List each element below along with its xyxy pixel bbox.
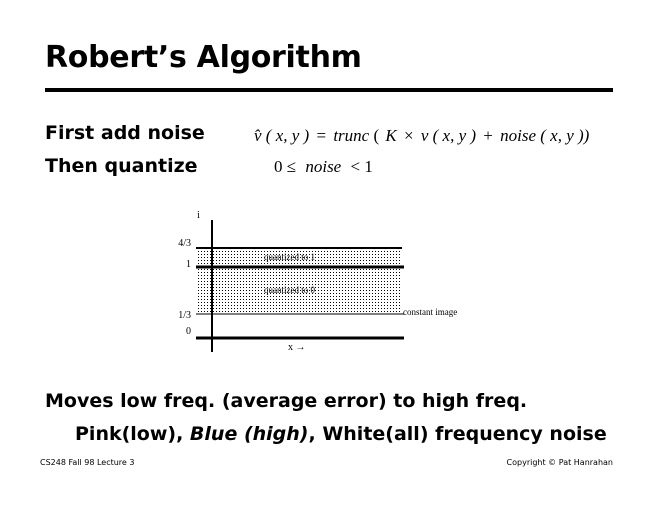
- tick-1: 1: [186, 259, 191, 270]
- formula-args-3: ( x, y )): [540, 126, 590, 145]
- footer-course: CS248 Fall 98 Lecture 3: [40, 458, 135, 467]
- bullet-sub-white: , White(all) frequency noise: [308, 423, 607, 445]
- x-axis-label: x →: [288, 342, 306, 353]
- formula-line-2: [274, 157, 373, 176]
- formula-noise: noise: [500, 126, 537, 145]
- bullet-main: Moves low freq. (average error) to high freq.: [45, 390, 528, 412]
- constraint-lhs: 0 ≤: [274, 157, 297, 176]
- y-axis-label: i: [197, 210, 200, 221]
- footer-copyright: Copyright © Pat Hanrahan: [506, 458, 613, 467]
- quantized-to-0-label: quantized to 0: [264, 285, 315, 295]
- bullet-sub: [75, 423, 607, 445]
- quantized-to-1-label: quantized to 1: [264, 252, 315, 262]
- formula-equals: =: [316, 126, 327, 145]
- formula-line-1: [254, 126, 590, 145]
- slide-title: Robert’s Algorithm: [45, 40, 362, 75]
- tick-0: 0: [186, 326, 191, 337]
- constraint-noise: noise: [305, 157, 342, 176]
- title-divider: [45, 88, 613, 92]
- formula-trunc: trunc: [333, 126, 370, 145]
- constant-image-label: constant image: [403, 307, 458, 317]
- formula-args-2: ( x, y ): [432, 126, 477, 145]
- formula-open-paren: (: [373, 126, 380, 145]
- formula-plus: +: [483, 126, 493, 145]
- tick-1-3: 1/3: [178, 310, 191, 321]
- quantization-diagram: [0, 200, 660, 360]
- bullet-sub-blue: Blue (high): [189, 423, 309, 445]
- step-quantize: Then quantize: [45, 155, 198, 177]
- formula-v: v: [420, 126, 429, 145]
- bullet-sub-pink: Pink(low),: [75, 423, 190, 445]
- constraint-rhs: < 1: [350, 157, 373, 176]
- formula-v-hat: v̂: [254, 126, 262, 145]
- step-add-noise: First add noise: [45, 122, 205, 144]
- formula-args: ( x, y ): [265, 126, 310, 145]
- formula: [0, 120, 660, 180]
- formula-k: K: [385, 126, 397, 145]
- formula-times: ×: [403, 126, 414, 145]
- tick-4-3: 4/3: [178, 238, 191, 249]
